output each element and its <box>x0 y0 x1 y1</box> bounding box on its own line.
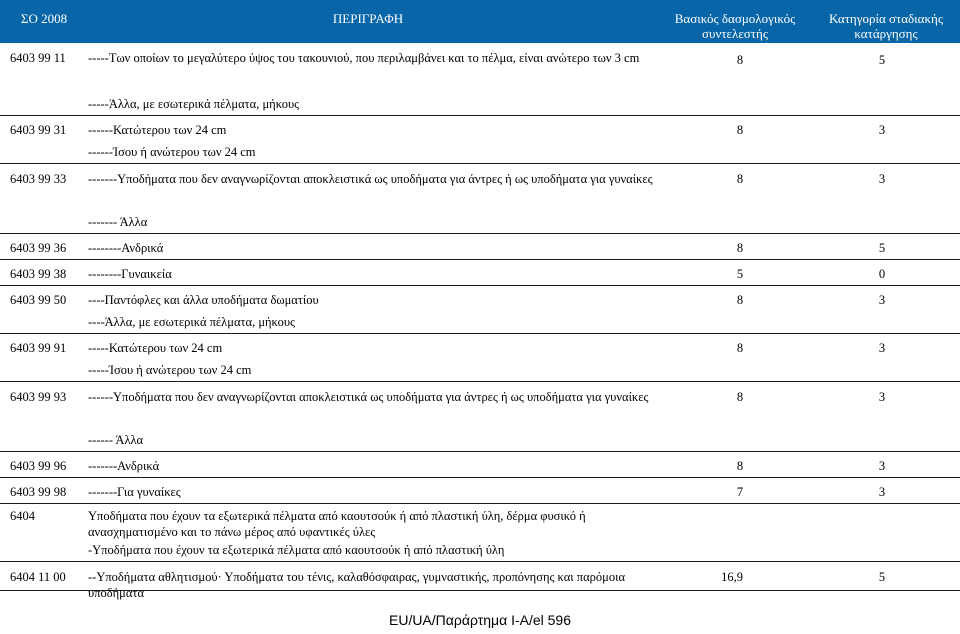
description: ------Υποδήματα που δεν αναγνωρίζονται αποκλειστικά ως υποδήματα για άντρες ή ως υποδήματα για γυναίκες <box>88 390 649 404</box>
hs-code: 6404 <box>10 509 35 523</box>
staging-category: 5 <box>878 241 886 255</box>
description: ------ Άλλα <box>88 433 144 447</box>
staging-category: 3 <box>878 341 886 355</box>
description: Υποδήματα που έχουν τα εξωτερικά πέλματα από καουτσούκ ή από πλαστική ύλη, δέρμα φυσικό ή ανασχηματισμένο και το πάνω μέρος από υφαντικές ύλες <box>88 509 586 539</box>
description: --------Γυναικεία <box>88 267 172 281</box>
base-rate: 8 <box>736 459 744 473</box>
table-row <box>0 333 960 359</box>
bottom-rule <box>0 590 960 591</box>
tariff-table <box>0 43 960 609</box>
hs-code: 6403 99 98 <box>10 485 67 499</box>
header-so: ΣΟ 2008 <box>20 11 68 26</box>
table-row <box>0 43 960 93</box>
table-row <box>0 359 960 381</box>
description: -----Των οποίων το μεγαλύτερο ύψος του τακουνιού, που περιλαμβάνει και το πέλμα, είναι ανώτερο των 3 cm <box>88 51 640 65</box>
description: ------- Άλλα <box>88 215 148 229</box>
table-row <box>0 259 960 285</box>
table-row <box>0 539 960 561</box>
staging-category: 3 <box>878 293 886 307</box>
page-footer: EU/UA/Παράρτημα I-A/el 596 <box>389 612 571 628</box>
hs-code: 6403 99 96 <box>10 459 67 473</box>
hs-code: 6404 11 00 <box>10 570 66 584</box>
table-row <box>0 285 960 311</box>
table-row <box>0 477 960 503</box>
description: -------Υποδήματα που δεν αναγνωρίζονται αποκλειστικά ως υποδήματα για άντρες ή ως υποδήματα για γυναίκες <box>88 172 653 186</box>
table-row <box>0 503 960 539</box>
header-base-rate: Βασικός δασμολογικός συντελεστής <box>674 11 796 41</box>
table-row <box>0 93 960 115</box>
table-row <box>0 381 960 429</box>
hs-code: 6403 99 33 <box>10 172 67 186</box>
hs-code: 6403 99 91 <box>10 341 67 355</box>
base-rate: 8 <box>736 123 744 137</box>
table-row <box>0 233 960 259</box>
header-staging-category: Κατηγορία σταδιακής κατάργησης <box>828 11 943 41</box>
base-rate: 8 <box>736 390 744 404</box>
staging-category: 3 <box>878 172 886 186</box>
description: -------Για γυναίκες <box>88 485 181 499</box>
description: -----Ίσου ή ανώτερου των 24 cm <box>88 363 252 377</box>
description: ----Άλλα, με εσωτερικά πέλματα, μήκους <box>88 315 295 329</box>
base-rate: 8 <box>736 341 744 355</box>
table-row <box>0 115 960 141</box>
base-rate: 8 <box>736 293 744 307</box>
header-description: ΠΕΡΙΓΡΑΦΗ <box>332 11 404 26</box>
description: ------Ίσου ή ανώτερου των 24 cm <box>88 145 256 159</box>
table-row <box>0 451 960 477</box>
table-row <box>0 211 960 233</box>
base-rate: 8 <box>736 172 744 186</box>
staging-category: 3 <box>878 459 886 473</box>
hs-code: 6403 99 36 <box>10 241 67 255</box>
table-row <box>0 561 960 609</box>
base-rate: 8 <box>736 53 744 67</box>
hs-code: 6403 99 38 <box>10 267 67 281</box>
staging-category: 0 <box>878 267 886 281</box>
table-row <box>0 141 960 163</box>
description: ------Κατώτερου των 24 cm <box>88 123 227 137</box>
hs-code: 6403 99 93 <box>10 390 67 404</box>
hs-code: 6403 99 11 <box>10 51 66 65</box>
table-row <box>0 163 960 211</box>
base-rate: 16,9 <box>721 570 743 584</box>
staging-category: 3 <box>878 485 886 499</box>
base-rate: 5 <box>736 267 744 281</box>
description: ----Παντόφλες και άλλα υποδήματα δωματίου <box>88 293 319 307</box>
description: --------Ανδρικά <box>88 241 164 255</box>
hs-code: 6403 99 31 <box>10 123 67 137</box>
description: -----Κατώτερου των 24 cm <box>88 341 223 355</box>
hs-code: 6403 99 50 <box>10 293 67 307</box>
description: -------Ανδρικά <box>88 459 160 473</box>
table-header <box>0 0 960 43</box>
description: --Υποδήματα αθλητισμού· Υποδήματα του τένις, καλαθόσφαιρας, γυμναστικής, προπόνησης και παρόμοια υποδήματα <box>88 570 625 600</box>
base-rate: 7 <box>736 485 744 499</box>
base-rate: 8 <box>736 241 744 255</box>
staging-category: 3 <box>878 123 886 137</box>
staging-category: 5 <box>878 570 886 584</box>
description: -----Άλλα, με εσωτερικά πέλματα, μήκους <box>88 97 300 111</box>
staging-category: 3 <box>878 390 886 404</box>
staging-category: 5 <box>878 53 886 67</box>
table-row <box>0 311 960 333</box>
table-row <box>0 429 960 451</box>
description: -Υποδήματα που έχουν τα εξωτερικά πέλματα από καουτσούκ ή από πλαστική ύλη <box>88 543 505 557</box>
